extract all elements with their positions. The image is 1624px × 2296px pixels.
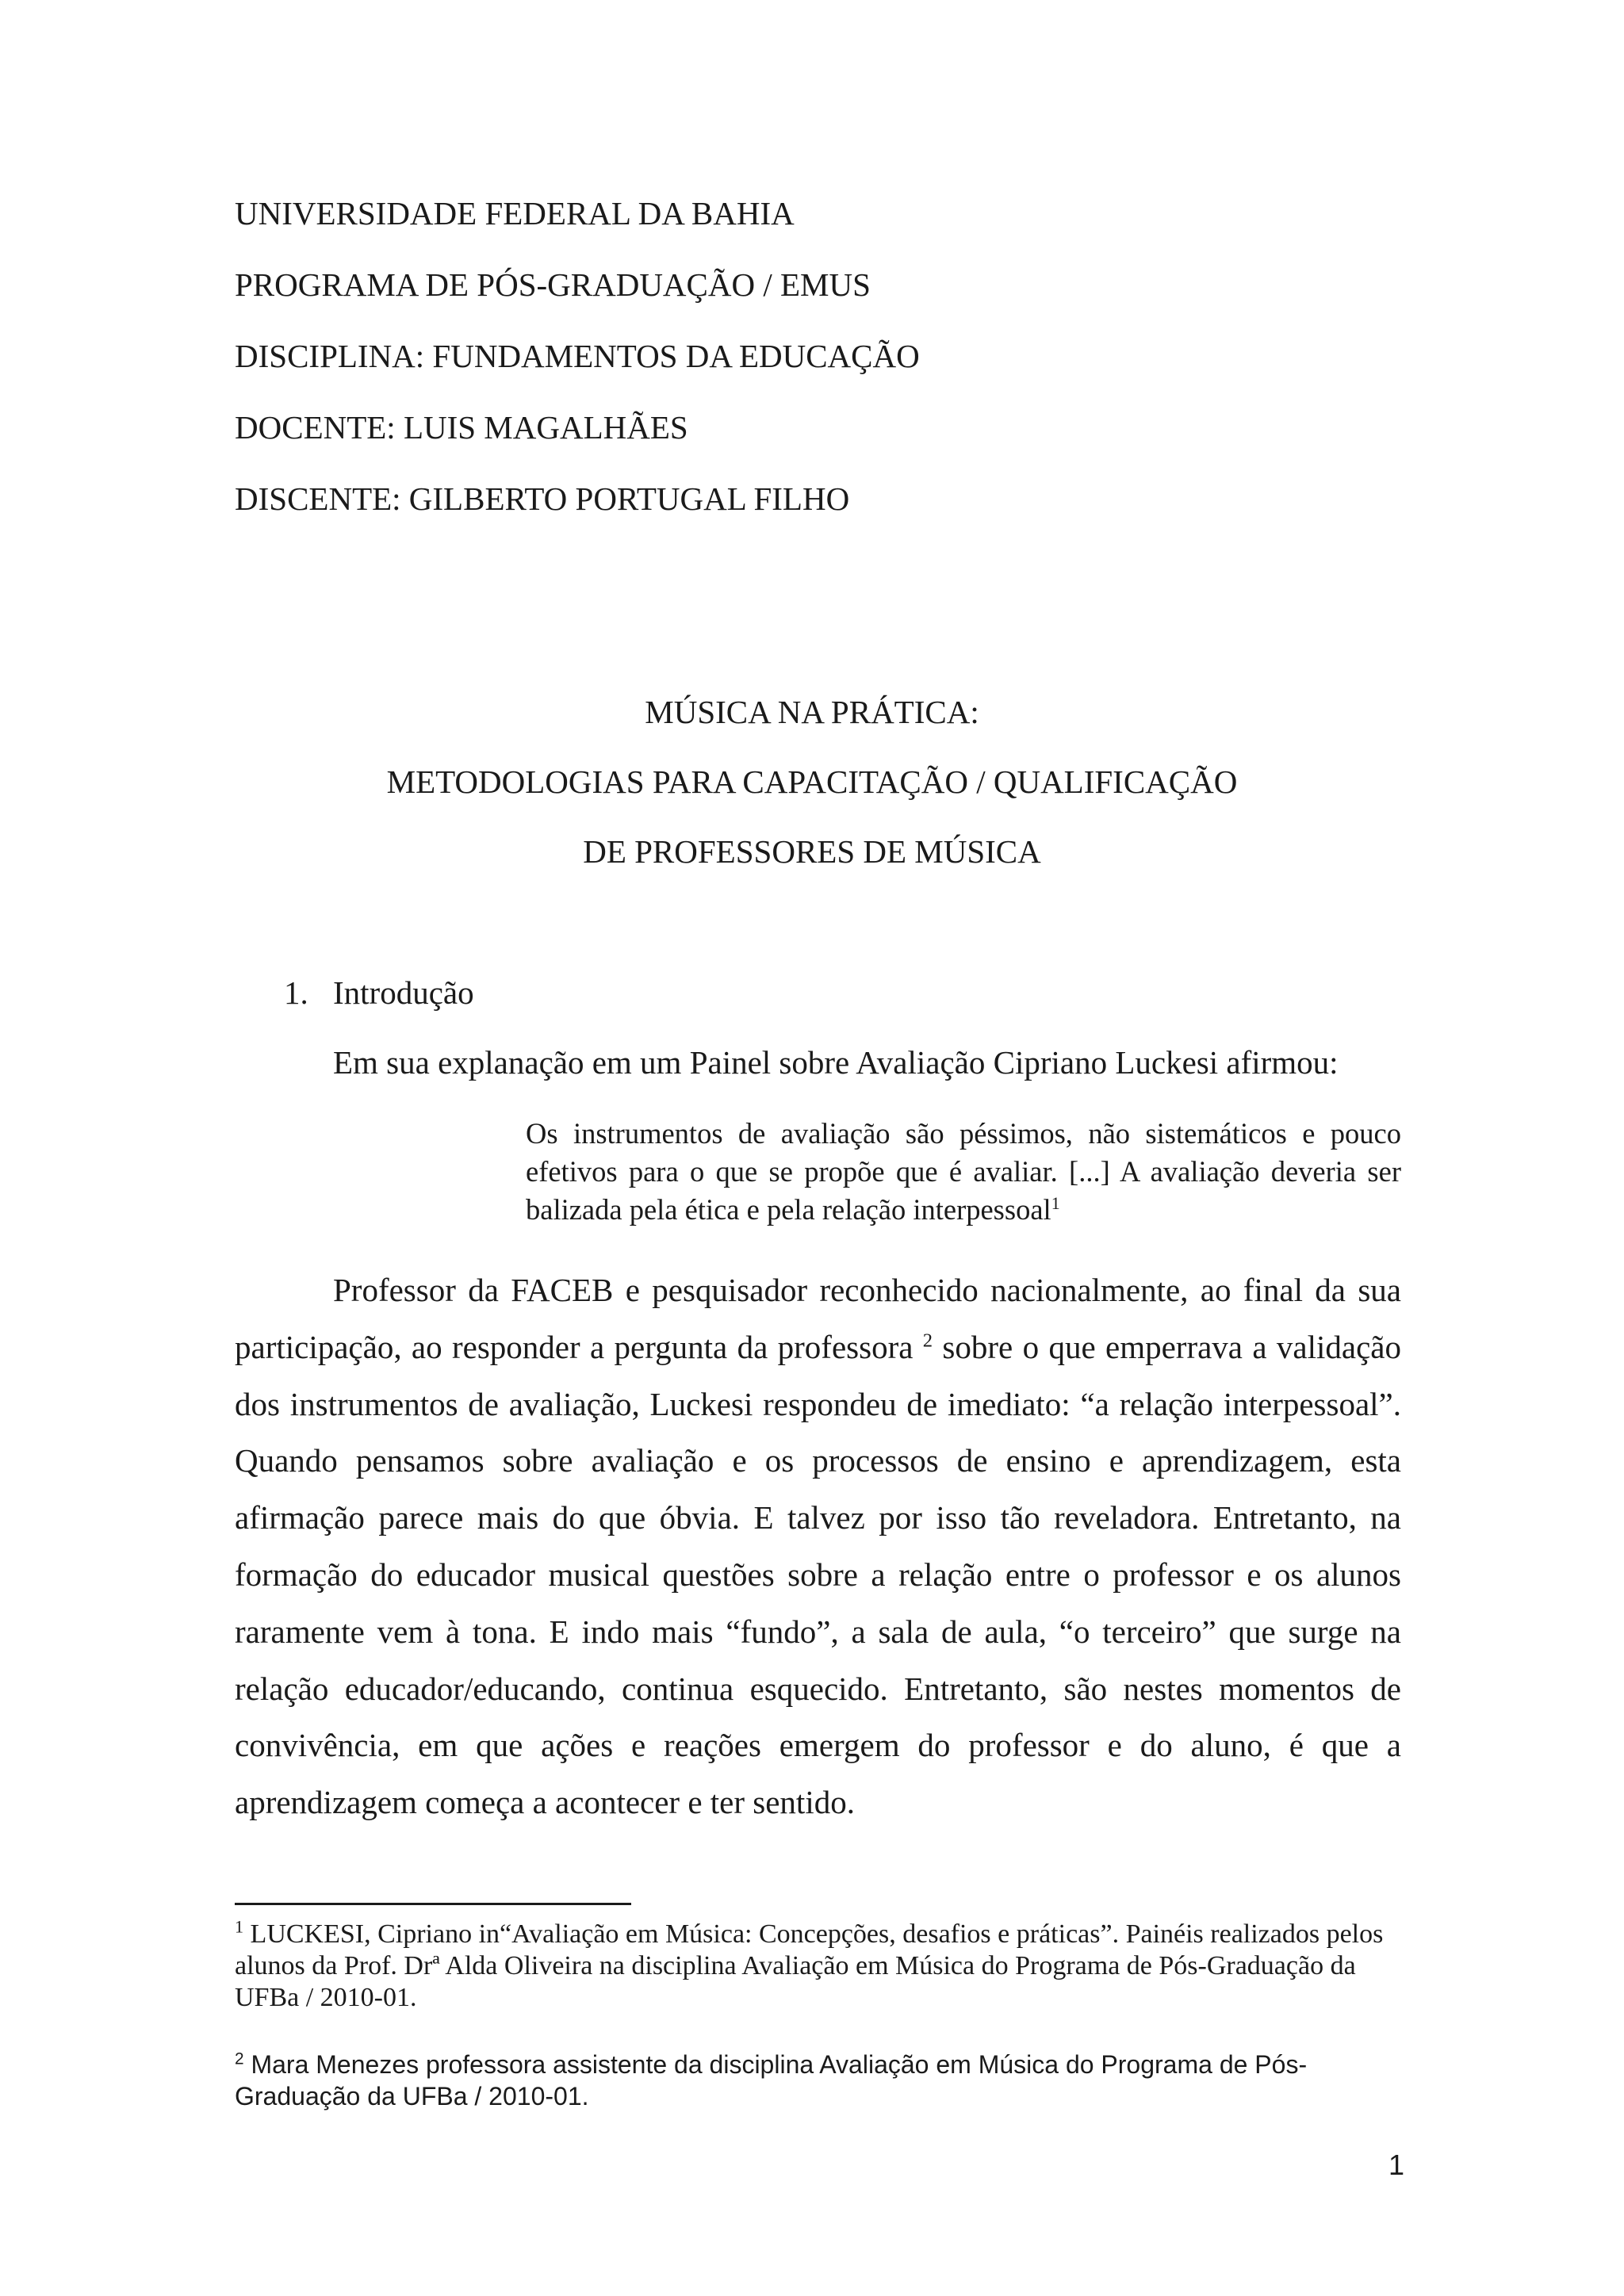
footnote-marker-1: 1 (235, 1916, 244, 1937)
header-teacher: DOCENTE: LUIS MAGALHÃES (235, 409, 688, 446)
title-line-2: METODOLOGIAS PARA CAPACITAÇÃO / QUALIFICAÇÃO (386, 763, 1238, 800)
page-number: 1 (1388, 2149, 1405, 2181)
header-program: PROGRAMA DE PÓS-GRADUAÇÃO / EMUS (235, 266, 871, 303)
footnote-2 (235, 2049, 1401, 2112)
footnote-separator (235, 1903, 631, 1905)
header-university: UNIVERSIDADE FEDERAL DA BAHIA (235, 195, 795, 232)
footnote-ref-1: 1 (1051, 1192, 1060, 1213)
section-number: 1. (284, 974, 308, 1011)
header-discipline: DISCIPLINA: FUNDAMENTOS DA EDUCAÇÃO (235, 338, 920, 374)
section-title: Introdução (333, 974, 474, 1011)
body-paragraph (235, 1262, 1401, 1831)
paragraph-part-2: sobre o que emperrava a validação dos instrumentos de avaliação, Luckesi respondeu de imediato: “a relação interpessoal”. Quando pensamos sobre avaliação e os processos de ensino e aprendizagem, esta afirmação parece mais do que óbvia. E talvez por isso tão reveladora. Entretanto, na formação do educador musical questões sobre a relação entre o professor e os alunos raramente vem à tona. E indo mais “fundo”, a sala de aula, “o terceiro” que surge na relação educador/educando, continua esquecido. Entretanto, são nestes momentos de convivência, em que ações e reações emergem do professor e do aluno, é que a aprendizagem começa a acontecer e ter sentido. (235, 1328, 1401, 1821)
section-heading (284, 974, 474, 1012)
footnote-1 (235, 1916, 1401, 2014)
header-student: DISCENTE: GILBERTO PORTUGAL FILHO (235, 480, 850, 517)
footnote-text-1: LUCKESI, Cipriano in“Avaliação em Música: Concepções, desafios e práticas”. Painéis realizados pelos alunos da Prof. Drª Alda Oliveira na disciplina Avaliação em Música do Programa de Pós-Graduação da UFBa / 2010-01. (235, 1919, 1384, 2012)
footnote-text-2: Mara Menezes professora assistente da disciplina Avaliação em Música do Programa de Pós-Graduação da UFBa / 2010-01. (235, 2050, 1308, 2110)
footnote-ref-2: 2 (922, 1330, 933, 1352)
paragraph-part-1: Professor da FACEB e pesquisador reconhecido nacionalmente, ao final da sua participação, ao responder a pergunta da professora (235, 1272, 1401, 1365)
intro-line: Em sua explanação em um Painel sobre Avaliação Cipriano Luckesi afirmou: (333, 1044, 1339, 1081)
block-quote (526, 1115, 1401, 1229)
title-line-1: MÚSICA NA PRÁTICA: (645, 694, 979, 730)
title-line-3: DE PROFESSORES DE MÚSICA (583, 833, 1041, 870)
quote-text: Os instrumentos de avaliação são péssimos, não sistemáticos e pouco efetivos para o que se propõe que é avaliar. [...] A avaliação deveria ser balizada pela ética e pela relação interpessoal (526, 1117, 1401, 1226)
footnote-marker-2: 2 (235, 2049, 244, 2068)
